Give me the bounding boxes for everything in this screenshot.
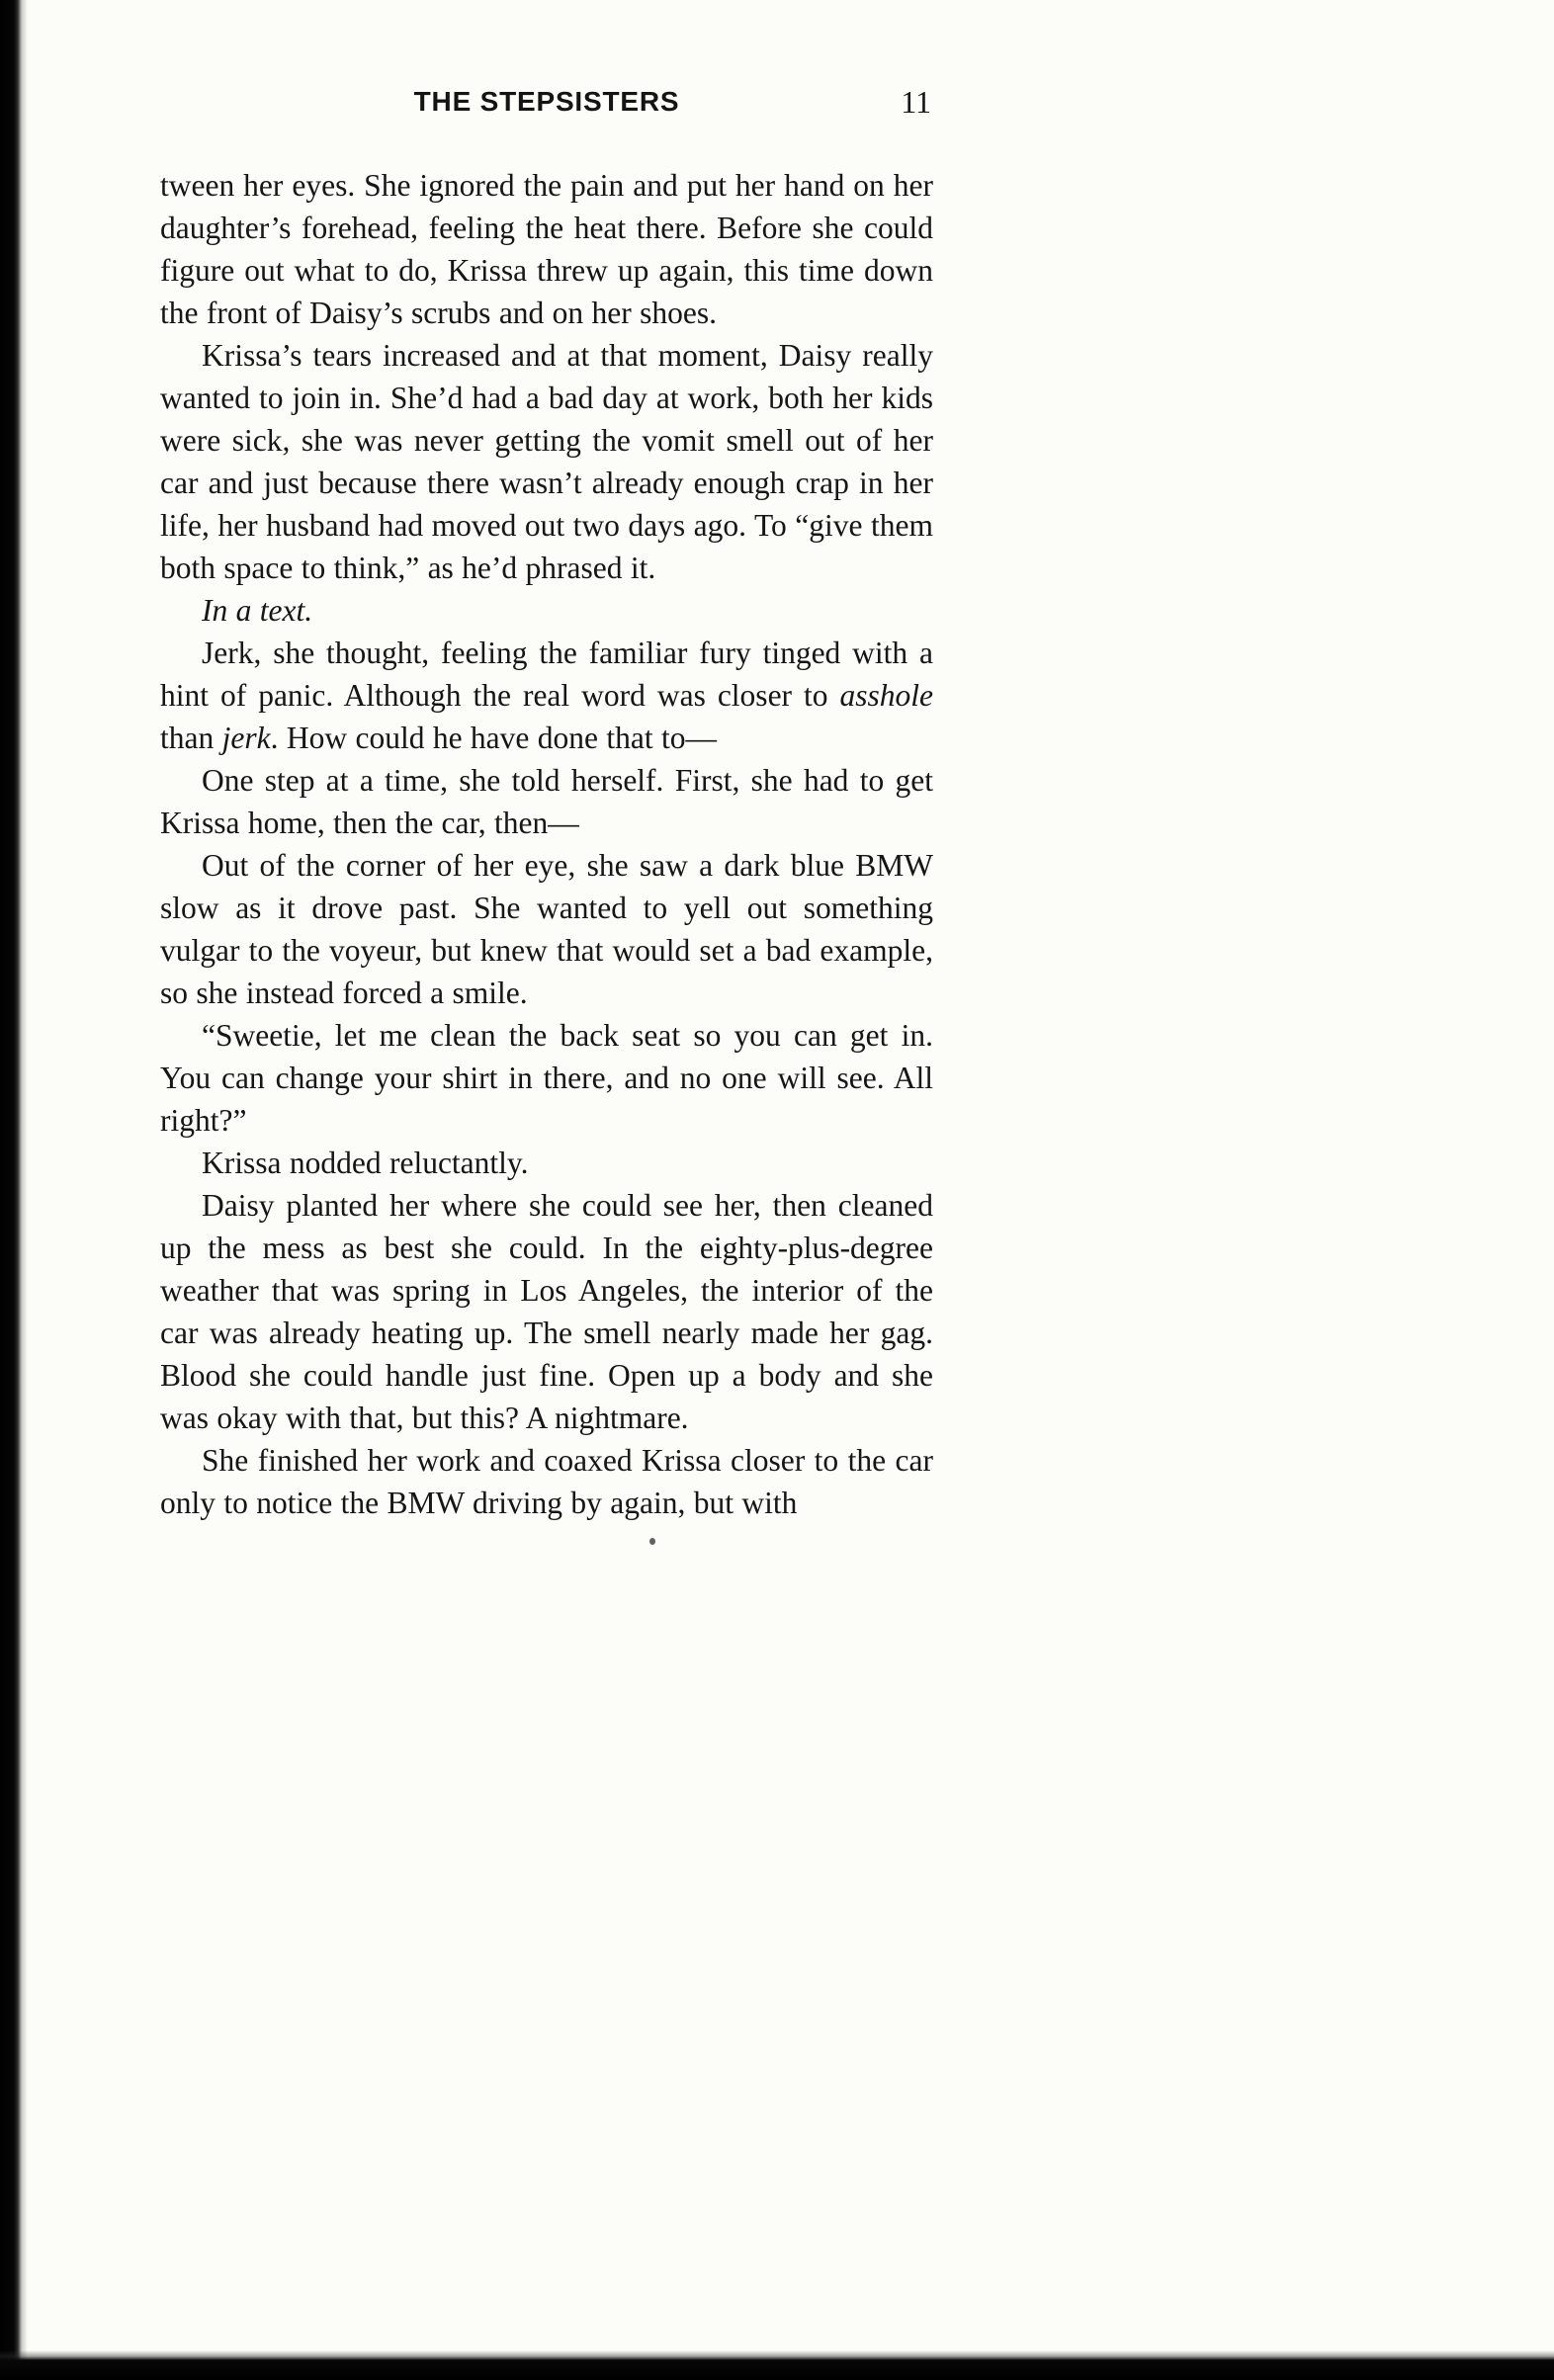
paragraph [160,1184,933,1439]
page-number: 11 [901,84,931,120]
paragraph [160,334,933,589]
italic-text-segment: asshole [839,678,933,713]
italic-text-segment: jerk [221,721,271,755]
text-segment: tween her eyes. She ignored the pain and put her hand on her daughter’s forehead, feeling the heat there. Before she could figure out what to do, Krissa threw up again, this time down the front of Daisy’s scrubs and on her shoes. [160,168,933,330]
body-text [160,164,933,1524]
text-segment: . How could he have done that to— [270,721,717,755]
running-header [160,83,933,121]
paragraph [160,589,933,632]
text-segment: Krissa’s tears increased and at that moment, Daisy really wanted to join in. She’d had a bad day at work, both her kids were sick, she was never getting the vomit smell out of her car and just because there wasn’t already enough crap in her life, her husband had moved out two days ago. To “give them both space to think,” as he’d phrased it. [160,338,933,585]
paragraph [160,1014,933,1142]
page-content [160,83,933,1524]
text-segment: She finished her work and coaxed Krissa closer to the car only to notice the BMW driving by again, but with [160,1443,933,1520]
paragraph [160,632,933,759]
scan-speck [649,1538,655,1545]
text-segment: One step at a time, she told herself. First, she had to get Krissa home, then the car, then— [160,763,933,840]
text-segment: “Sweetie, let me clean the back seat so you can get in. You can change your shirt in there, and no one will see. All right?” [160,1018,933,1138]
scan-bottom-edge-shadow [0,2350,1554,2380]
text-segment: Daisy planted her where she could see her, then cleaned up the mess as best she could. In the eighty-plus-degree weather that was spring in Los Angeles, the interior of the car was already heating up. The smell nearly made her gag. Blood she could handle just fine. Open up a body and she was okay with that, but this? A nightmare. [160,1188,933,1435]
italic-text-segment: In a text. [202,593,313,628]
text-segment: Krissa nodded reluctantly. [202,1146,529,1180]
scan-left-edge-shadow [0,0,28,2380]
text-segment: Out of the corner of her eye, she saw a dark blue BMW slow as it drove past. She wanted to yell out something vulgar to the voyeur, but knew that would set a bad example, so she instead forced a smile. [160,848,933,1010]
paragraph [160,844,933,1014]
running-header-title: THE STEPSISTERS [413,86,680,117]
paragraph [160,164,933,334]
text-segment: than [160,721,222,755]
text-segment: Jerk, she thought, feeling the familiar fury tinged with a hint of panic. Although the real word was closer to [160,636,933,713]
paragraph [160,759,933,844]
paragraph [160,1439,933,1524]
paragraph [160,1142,933,1184]
